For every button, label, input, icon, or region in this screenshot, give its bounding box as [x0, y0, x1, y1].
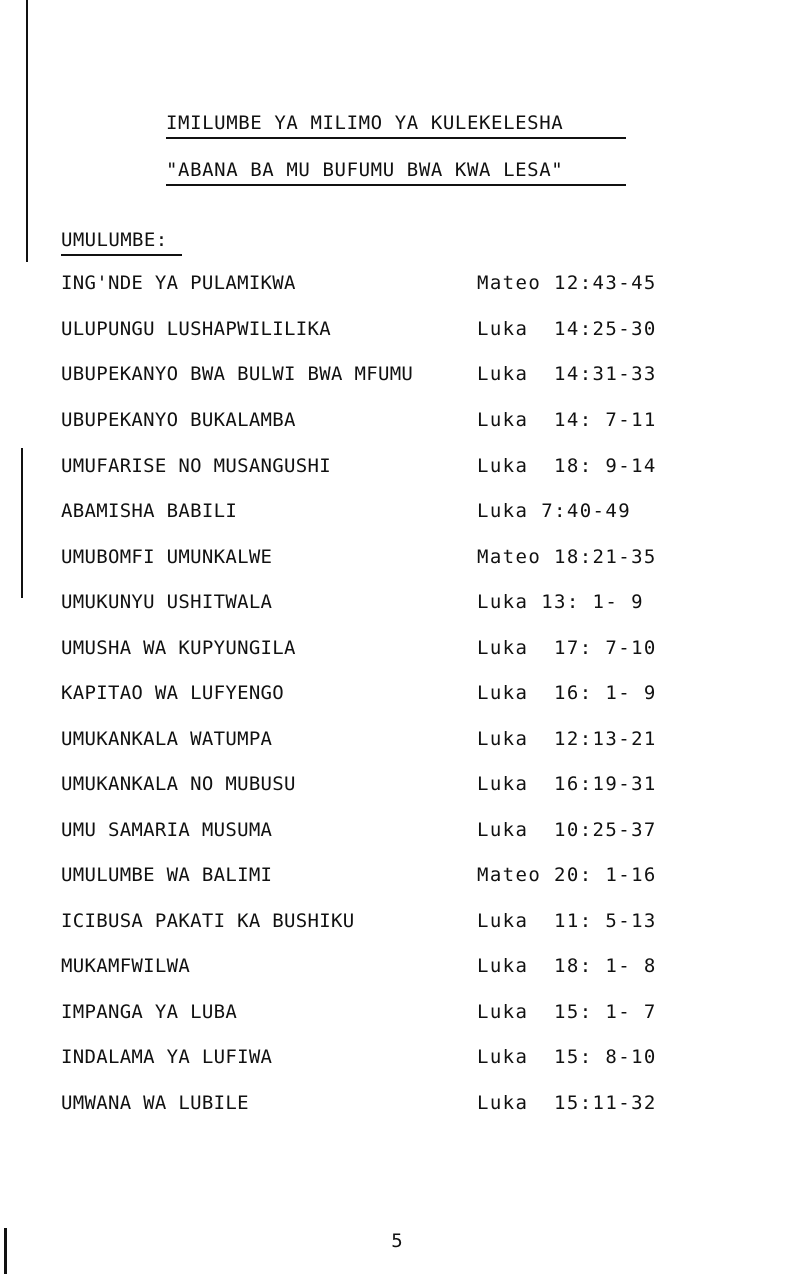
parable-name: ING'NDE YA PULAMIKWA [61, 272, 296, 294]
scripture-reference: Mateo 18:21-35 [477, 546, 657, 568]
parable-name: UMUSHA WA KUPYUNGILA [61, 637, 296, 659]
list-item [61, 500, 701, 526]
section-label: UMULUMBE: [61, 229, 168, 251]
scripture-reference: Luka 11: 5-13 [477, 910, 657, 932]
parable-name: UBUPEKANYO BWA BULWI BWA MFUMU [61, 363, 414, 385]
list-item [61, 682, 701, 708]
list-item [61, 272, 701, 298]
list-item [61, 728, 701, 754]
list-item [61, 773, 701, 799]
scripture-reference: Luka 15: 1- 7 [477, 1001, 657, 1023]
scripture-reference: Mateo 12:43-45 [477, 272, 657, 294]
parable-name: UMUKANKALA WATUMPA [61, 728, 273, 750]
scripture-reference: Mateo 20: 1-16 [477, 864, 657, 886]
list-item [61, 1092, 701, 1118]
parable-name: UBUPEKANYO BUKALAMBA [61, 409, 296, 431]
parable-name: UMULUMBE WA BALIMI [61, 864, 273, 886]
parable-name: UMUFARISE NO MUSANGUSHI [61, 455, 331, 477]
section-label-underline [61, 254, 182, 256]
parable-name: UMUKUNYU USHITWALA [61, 591, 273, 613]
list-item [61, 1001, 701, 1027]
scripture-reference: Luka 15: 8-10 [477, 1046, 657, 1068]
scripture-reference: Luka 17: 7-10 [477, 637, 657, 659]
scripture-reference: Luka 18: 1- 8 [477, 955, 657, 977]
parable-name: ICIBUSA PAKATI KA BUSHIKU [61, 910, 355, 932]
parable-name: ULUPUNGU LUSHAPWILILIKA [61, 318, 331, 340]
parable-name: MUKAMFWILWA [61, 955, 191, 977]
scripture-reference: Luka 15:11-32 [477, 1092, 657, 1114]
scripture-reference: Luka 18: 9-14 [477, 455, 657, 477]
title-underline-2 [166, 184, 626, 186]
parable-name: INDALAMA YA LUFIWA [61, 1046, 273, 1068]
list-item [61, 864, 701, 890]
list-item [61, 591, 701, 617]
parable-name: UMUKANKALA NO MUBUSU [61, 773, 296, 795]
page-number: 5 [391, 1230, 403, 1252]
scripture-reference: Luka 14:25-30 [477, 318, 657, 340]
scripture-reference: Luka 12:13-21 [477, 728, 657, 750]
list-item [61, 955, 701, 981]
parable-name: IMPANGA YA LUBA [61, 1001, 238, 1023]
list-item [61, 819, 701, 845]
list-item [61, 637, 701, 663]
scripture-reference: Luka 13: 1- 9 [477, 591, 644, 613]
scan-margin-line-top [26, 0, 28, 262]
list-item [61, 1046, 701, 1072]
list-item [61, 318, 701, 344]
scan-margin-line-middle [21, 448, 23, 598]
scripture-reference: Luka 14:31-33 [477, 363, 657, 385]
list-item [61, 363, 701, 389]
parable-name: KAPITAO WA LUFYENGO [61, 682, 285, 704]
parable-name: UMUBOMFI UMUNKALWE [61, 546, 273, 568]
parable-name: UMU SAMARIA MUSUMA [61, 819, 273, 841]
scripture-reference: Luka 10:25-37 [477, 819, 657, 841]
list-item [61, 546, 701, 572]
parable-name: UMWANA WA LUBILE [61, 1092, 249, 1114]
scripture-reference: Luka 7:40-49 [477, 500, 632, 522]
page-title-line-1: IMILUMBE YA MILIMO YA KULEKELESHA [166, 112, 564, 134]
parable-name: ABAMISHA BABILI [61, 500, 238, 522]
page-title-line-2: "ABANA BA MU BUFUMU BWA KWA LESA" [166, 159, 564, 181]
scripture-reference: Luka 14: 7-11 [477, 409, 657, 431]
list-item [61, 910, 701, 936]
scripture-reference: Luka 16:19-31 [477, 773, 657, 795]
list-item [61, 455, 701, 481]
scripture-reference: Luka 16: 1- 9 [477, 682, 657, 704]
title-underline-1 [166, 137, 626, 139]
list-item [61, 409, 701, 435]
